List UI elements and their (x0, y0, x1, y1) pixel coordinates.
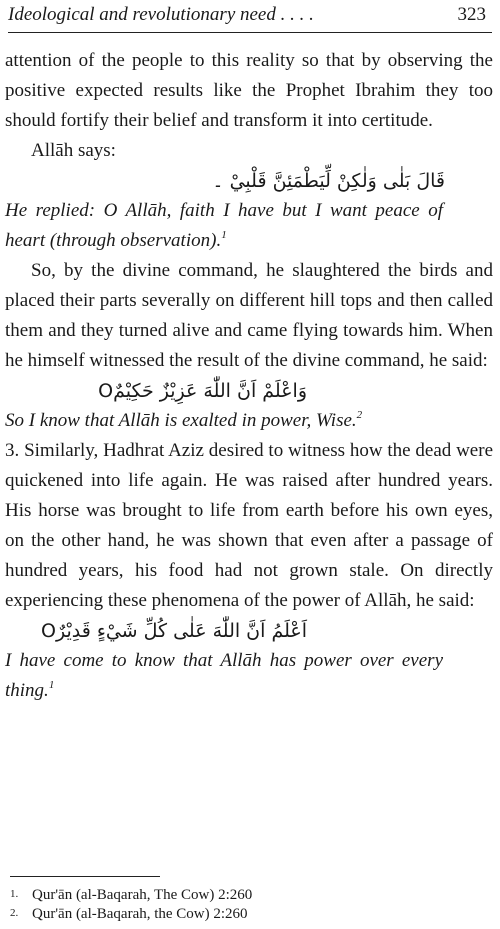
translation-3-text: I have come to know that Allāh has power over every thing. (5, 650, 443, 701)
paragraph-allah-says: Allāh says: (31, 140, 116, 161)
page-body (5, 46, 493, 706)
translation-2-text: So I know that Allāh is exalted in power, Wise. (5, 410, 357, 431)
footnote-ref-1: 1 (221, 229, 227, 241)
footnote-rule (10, 876, 160, 877)
footnote-ref-2: 2 (356, 409, 363, 421)
footnote-number: 1. (10, 888, 19, 900)
running-title: Ideological and revolutionary need . . . . (8, 4, 314, 25)
header-rule (8, 32, 492, 33)
translation-1-text: He replied: O Allāh, faith I have but I want peace of heart (through observation). (5, 200, 443, 251)
page-header (8, 2, 492, 34)
footnote-number: 2. (10, 907, 19, 919)
footnote-item (10, 904, 490, 923)
footnote-ref-3: 1 (48, 679, 55, 691)
footnote-text: Qur'ān (al-Baqarah, the Cow) 2:260 (32, 906, 248, 922)
footnote-item (10, 885, 490, 904)
translation-1 (5, 196, 493, 256)
paragraph-continuation: attention of the people to this reality so that by observing the positive expected results like the Prophet Ibrahim they too should fortify their belief and transform it into certitude. (5, 50, 493, 131)
paragraph-divine-command: So, by the divine command, he slaughtered the birds and placed their parts severally on different hill tops and then called them and they turned alive and came flying towards him. When he himself witnessed the result of the divine command, he said: (5, 260, 493, 371)
translation-3 (5, 646, 493, 706)
translation-2 (5, 406, 493, 436)
page-number: 323 (457, 4, 486, 25)
footnote-text: Qur'ān (al-Baqarah, The Cow) 2:260 (32, 887, 253, 903)
arabic-verse-2: وَاعْلَمْ اَنَّ اللّٰهَ عَزِيْزٌ حَكِيْمٌO (98, 380, 307, 402)
arabic-verse-3: اَعْلَمُ اَنَّ اللّٰهَ عَلٰى كُلِّ شَيْءٍ قَدِيْرٌO (41, 620, 307, 642)
paragraph-hadhrat-aziz: 3. Similarly, Hadhrat Aziz desired to witness how the dead were quickened into life again. He was raised after hundred years. His horse was brought to life from earth before his own eyes, on the other hand, he was shown that even after a passage of hundred years, his food had not grown stale. On directly experiencing these phenomena of the power of Allāh, he said: (5, 440, 493, 611)
arabic-verse-1: قَالَ بَلٰى وَلٰكِنْ لِّيَطْمَئِنَّ قَلْبِيْ ۔ (212, 170, 445, 192)
footnotes (10, 876, 490, 923)
